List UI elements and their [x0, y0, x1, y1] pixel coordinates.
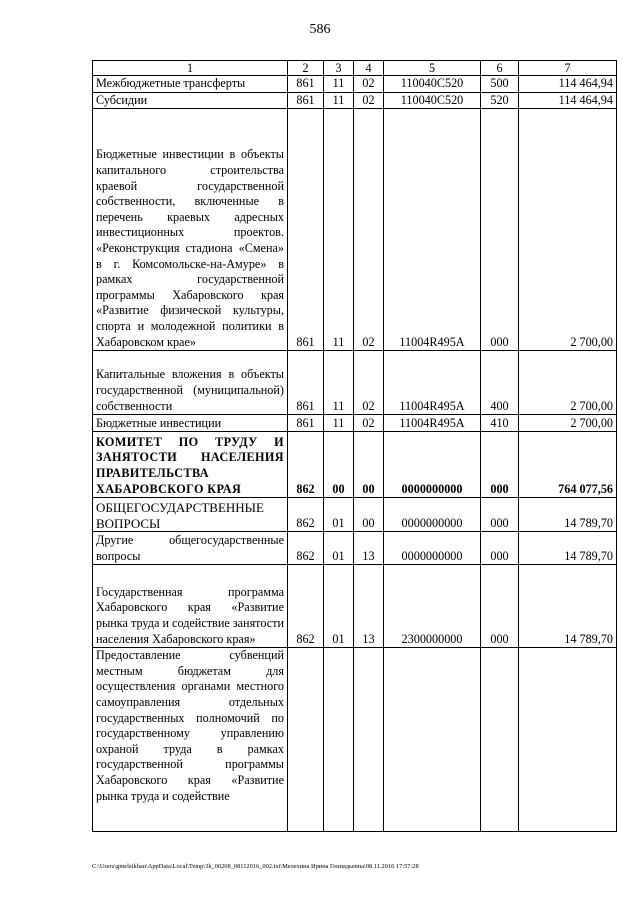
- table-header-row: [93, 61, 617, 76]
- cell-section: 11: [324, 351, 354, 415]
- table-row: [93, 565, 617, 648]
- cell-amount: 114 464,94: [519, 76, 617, 93]
- cell-subsection: 13: [354, 532, 384, 565]
- cell-section: 11: [324, 109, 354, 351]
- cell-amount: 2 700,00: [519, 351, 617, 415]
- row-name: Субсидии: [93, 92, 288, 109]
- cell-gr-code: [288, 648, 324, 832]
- cell-expense-type: 500: [481, 76, 519, 93]
- cell-expense-type: 000: [481, 532, 519, 565]
- cell-subsection: 00: [354, 498, 384, 532]
- cell-amount: 14 789,70: [519, 498, 617, 532]
- cell-target-article: 0000000000: [384, 432, 481, 498]
- cell-section: 11: [324, 92, 354, 109]
- cell-gr-code: 862: [288, 532, 324, 565]
- column-header: 3: [324, 61, 354, 76]
- cell-target-article: [384, 648, 481, 832]
- table-row: [93, 351, 617, 415]
- cell-section: 01: [324, 532, 354, 565]
- cell-subsection: 02: [354, 76, 384, 93]
- cell-target-article: 110040С520: [384, 76, 481, 93]
- cell-target-article: 11004R495A: [384, 109, 481, 351]
- row-name: Другие общегосударственные вопросы: [93, 532, 288, 565]
- cell-target-article: 11004R495A: [384, 415, 481, 432]
- cell-expense-type: 410: [481, 415, 519, 432]
- row-name: КОМИТЕТ ПО ТРУДУ И ЗАНЯТОСТИ НАСЕЛЕНИЯ ПРАВИТЕЛЬСТВА ХАБАРОВСКОГО КРАЯ: [93, 432, 288, 498]
- cell-expense-type: 400: [481, 351, 519, 415]
- cell-amount: 14 789,70: [519, 565, 617, 648]
- cell-expense-type: 000: [481, 565, 519, 648]
- cell-gr-code: 861: [288, 92, 324, 109]
- column-header: 7: [519, 61, 617, 76]
- page-number: 586: [309, 22, 331, 37]
- cell-gr-code: 862: [288, 432, 324, 498]
- table-row: [93, 76, 617, 93]
- cell-section: 01: [324, 498, 354, 532]
- row-name: Бюджетные инвестиции: [93, 415, 288, 432]
- cell-gr-code: 861: [288, 109, 324, 351]
- cell-expense-type: [481, 648, 519, 832]
- cell-amount: [519, 648, 617, 832]
- row-name: Капитальные вложения в объекты государственной (муниципальной) собственности: [93, 351, 288, 415]
- cell-subsection: [354, 648, 384, 832]
- row-name: Бюджетные инвестиции в объекты капитального строительства краевой государственной собственности, включенные в перечень краевых адресных инвестиционных проектов. «Реконструкция стадиона «Смена» в г. Комсомольске-на-Амуре» в рамках государственной программы Хабаровского края «Развитие физической культуры, спорта и молодежной политики в Хабаровском крае»: [93, 109, 288, 351]
- cell-expense-type: 000: [481, 498, 519, 532]
- cell-section: 01: [324, 565, 354, 648]
- cell-expense-type: 000: [481, 109, 519, 351]
- table-row: [93, 532, 617, 565]
- cell-subsection: 13: [354, 565, 384, 648]
- row-name: Межбюджетные трансферты: [93, 76, 288, 93]
- table-body: [93, 61, 617, 832]
- cell-section: 00: [324, 432, 354, 498]
- row-name: Государственная программа Хабаровского края «Развитие рынка труда и содействие занятости населения Хабаровского края»: [93, 565, 288, 648]
- table-row: [93, 648, 617, 832]
- table-row-committee: [93, 432, 617, 498]
- cell-amount: 2 700,00: [519, 415, 617, 432]
- cell-gr-code: 861: [288, 415, 324, 432]
- cell-subsection: 02: [354, 109, 384, 351]
- budget-table: [92, 60, 617, 832]
- cell-section: [324, 648, 354, 832]
- cell-gr-code: 862: [288, 498, 324, 532]
- cell-target-article: 110040С520: [384, 92, 481, 109]
- table-row: [93, 498, 617, 532]
- cell-amount: 14 789,70: [519, 532, 617, 565]
- cell-subsection: 00: [354, 432, 384, 498]
- row-name: ОБЩЕГОСУДАРСТВЕННЫЕ ВОПРОСЫ: [93, 498, 288, 532]
- cell-subsection: 02: [354, 351, 384, 415]
- cell-gr-code: 861: [288, 76, 324, 93]
- column-header: 2: [288, 61, 324, 76]
- cell-amount: 2 700,00: [519, 109, 617, 351]
- cell-subsection: 02: [354, 92, 384, 109]
- row-name: Предоставление субвенций местным бюджетам для осуществления органами местного самоуправления отдельных государственных полномочий по государственному управлению охраной труда в рамках государственной программы Хабаровского края «Развитие рынка труда и содействие: [93, 648, 288, 832]
- table-row: [93, 415, 617, 432]
- column-header: 6: [481, 61, 519, 76]
- cell-target-article: 2300000000: [384, 565, 481, 648]
- cell-target-article: 0000000000: [384, 532, 481, 565]
- cell-target-article: 11004R495A: [384, 351, 481, 415]
- cell-target-article: 0000000000: [384, 498, 481, 532]
- cell-gr-code: 862: [288, 565, 324, 648]
- table-row: [93, 109, 617, 351]
- cell-gr-code: 861: [288, 351, 324, 415]
- cell-amount: 764 077,56: [519, 432, 617, 498]
- cell-subsection: 02: [354, 415, 384, 432]
- cell-expense-type: 000: [481, 432, 519, 498]
- column-header: 1: [93, 61, 288, 76]
- cell-section: 11: [324, 76, 354, 93]
- column-header: 4: [354, 61, 384, 76]
- file-path-footer: C:\Users\gmeleikhan\AppData\Local\Temp\3k_00208_08112016_002.txt\Мелехина Ирина Геннадьевна\08.11.2016 17:57:28: [92, 863, 419, 870]
- column-header: 5: [384, 61, 481, 76]
- cell-section: 11: [324, 415, 354, 432]
- table-row: [93, 92, 617, 109]
- cell-amount: 114 464,94: [519, 92, 617, 109]
- cell-expense-type: 520: [481, 92, 519, 109]
